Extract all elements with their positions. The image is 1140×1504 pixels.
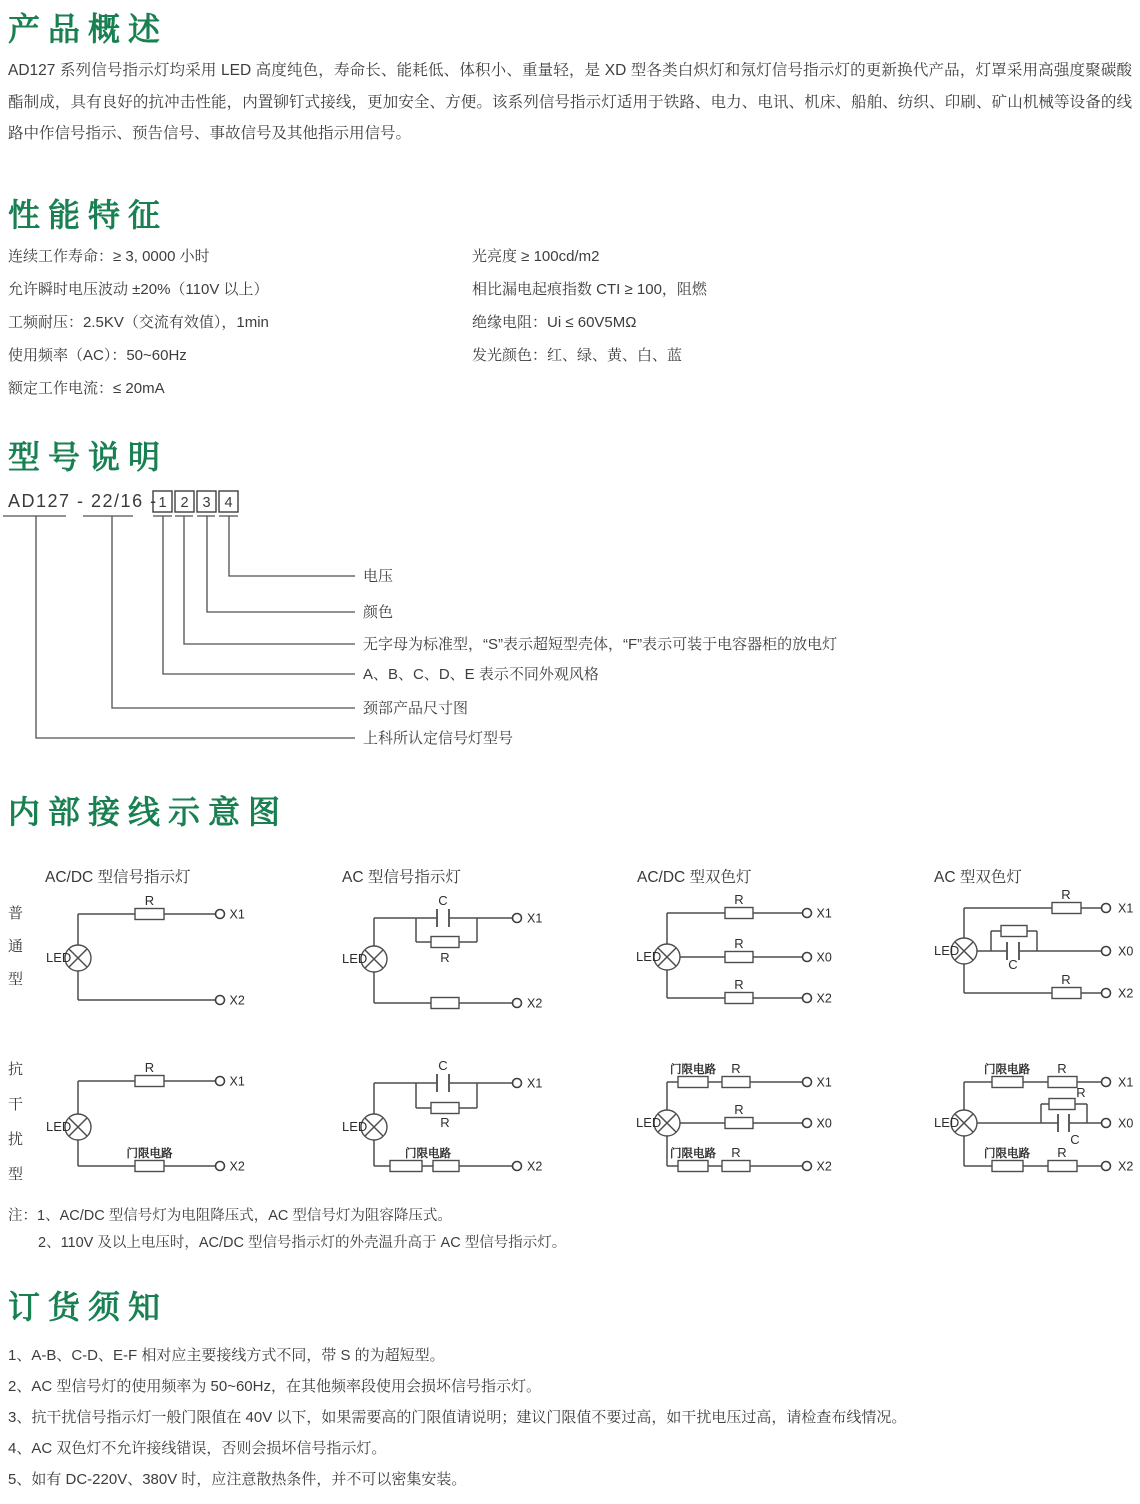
terminal-x0-label: X0 xyxy=(816,1116,832,1131)
resistor-label: R xyxy=(440,950,450,965)
gate-circuit-label: 门限电路 xyxy=(670,1148,716,1160)
gate-circuit-label: 门限电路 xyxy=(126,1148,173,1160)
wiring-note-2: 2、110V 及以上电压时，AC/DC 型信号指示灯的外壳温升高于 AC 型信号指示灯。 xyxy=(38,1235,567,1251)
digit-1: 1 xyxy=(158,495,167,511)
circuit-acdc-bicolor-normal xyxy=(636,892,832,1006)
diagram-title-acdc-bicolor: AC/DC 型双色灯 xyxy=(637,869,752,886)
model-code-diagram xyxy=(0,485,1140,760)
led-label: LED xyxy=(46,950,72,965)
resistor-label: R xyxy=(1057,1145,1067,1160)
overview-heading: 产品概述 xyxy=(8,11,169,47)
spec-item: 允许瞬时电压波动 ±20%（110V 以上） xyxy=(8,281,269,298)
led-label: LED xyxy=(636,1115,662,1130)
resistor-label: R xyxy=(440,1115,450,1130)
circuit-ac-bicolor-normal xyxy=(934,887,1133,1001)
resistor-label: R xyxy=(1061,972,1071,987)
resistor-label: R xyxy=(731,1061,741,1076)
diagram-title-ac-indicator: AC 型信号指示灯 xyxy=(342,869,461,886)
terminal-x2-label: X2 xyxy=(527,1159,543,1174)
led-label: LED xyxy=(46,1119,72,1134)
resistor-label: R xyxy=(731,1145,741,1160)
ordering-item: 3、抗干扰信号指示灯一般门限值在 40V 以下，如果需要高的门限值请说明；建议门限值不要过高，如干扰电压过高，请检查布线情况。 xyxy=(8,1409,907,1426)
callout-color: 颜色 xyxy=(363,604,394,621)
capacitor-label: C xyxy=(1008,957,1018,972)
row-label-normal: 普通型 xyxy=(7,905,23,988)
wiring-note-1: 注：1、AC/DC 型信号灯为电阻降压式，AC 型信号灯为阻容降压式。 xyxy=(8,1208,452,1224)
resistor-label: R xyxy=(1061,887,1071,902)
spec-item: 连续工作寿命：≥ 3, 0000 小时 xyxy=(8,248,210,265)
circuit-ac-bicolor-anti xyxy=(934,1061,1133,1174)
circuit-acdc-indicator-normal xyxy=(46,893,245,1008)
callout-model-name: 上科所认定信号灯型号 xyxy=(363,730,514,747)
resistor-label: R xyxy=(734,936,744,951)
resistor-label: R xyxy=(144,893,155,908)
capacitor-label: C xyxy=(1070,1132,1080,1147)
spec-item: 工频耐压：2.5KV（交流有效值），1min xyxy=(8,314,269,331)
led-label: LED xyxy=(342,951,368,966)
terminal-x1-label: X1 xyxy=(816,906,832,921)
wiring-diagrams xyxy=(0,855,1140,1187)
circuit-acdc-indicator-anti xyxy=(46,1060,245,1174)
ordering-item: 2、AC 型信号灯的使用频率为 50~60Hz，在其他频率段使用会损坏信号指示灯。 xyxy=(8,1378,541,1395)
terminal-x1-label: X1 xyxy=(1118,1075,1134,1090)
ordering-item: 5、如有 DC-220V、380V 时，应注意散热条件，并不可以密集安装。 xyxy=(8,1471,467,1488)
digit-4: 4 xyxy=(224,495,233,511)
model-heading: 型号说明 xyxy=(8,439,169,475)
spec-item: 光亮度 ≥ 100cd/m2 xyxy=(472,248,600,265)
features-right-column xyxy=(472,240,707,372)
circuit-ac-indicator-anti xyxy=(342,1058,542,1174)
features-heading: 性能特征 xyxy=(8,197,169,233)
spec-item: 使用频率（AC）：50~60Hz xyxy=(8,347,187,364)
led-label: LED xyxy=(342,1119,368,1134)
spec-item: 发光颜色：红、绿、黄、白、蓝 xyxy=(472,347,683,364)
terminal-x0-label: X0 xyxy=(816,950,832,965)
ordering-item: 4、AC 双色灯不允许接线错误，否则会损坏信号指示灯。 xyxy=(8,1440,387,1457)
led-label: LED xyxy=(934,943,960,958)
ordering-item: 1、A-B、C-D、E-F 相对应主要接线方式不同，带 S 的为超短型。 xyxy=(8,1347,445,1364)
resistor-label: R xyxy=(1057,1061,1067,1076)
capacitor-label: C xyxy=(438,893,448,908)
gate-circuit-label: 门限电路 xyxy=(670,1064,716,1076)
terminal-x1-label: X1 xyxy=(816,1075,832,1090)
terminal-x1-label: X1 xyxy=(229,907,245,922)
terminal-x0-label: X0 xyxy=(1118,1116,1134,1131)
terminal-x1-label: X1 xyxy=(527,911,543,926)
model-code: AD127 - 22/16 - xyxy=(8,491,158,511)
digit-3: 3 xyxy=(202,495,211,511)
wiring-heading: 内部接线示意图 xyxy=(8,794,289,830)
resistor-label: R xyxy=(734,1102,744,1117)
resistor-label: R xyxy=(734,977,744,992)
led-label: LED xyxy=(636,949,662,964)
model-digit-boxes xyxy=(153,491,238,512)
gate-circuit-label: 门限电路 xyxy=(984,1148,1030,1160)
spec-item: 绝缘电阻：Ui ≤ 60V5MΩ xyxy=(472,314,637,331)
terminal-x2-label: X2 xyxy=(229,1159,245,1174)
ordering-heading: 订货须知 xyxy=(8,1289,169,1325)
circuit-ac-indicator-normal xyxy=(342,893,542,1011)
resistor-label: R xyxy=(1076,1085,1086,1100)
resistor-label: R xyxy=(734,892,744,907)
overview-paragraph: AD127 系列信号指示灯均采用 LED 高度纯色，寿命长、能耗低、体积小、重量轻，是 XD 型各类白炽灯和氖灯信号指示灯的更新换代产品，灯罩采用高强度聚碳酸酯制成，具有良好的抗冲击性能，内置铆钉式接线，更加安全、方便。该系列信号指示灯适用于铁路、电力、电讯、机床、船舶、纺织、印刷、矿山机械等设备的线路中作信号指示、预告信号、事故信号及其他指示用信号。 xyxy=(8,62,1132,142)
model-callout-lines xyxy=(36,516,355,738)
terminal-x2-label: X2 xyxy=(816,991,832,1006)
callout-voltage: 电压 xyxy=(363,568,394,585)
row-label-anti-interference: 抗干扰型 xyxy=(7,1061,23,1183)
circuit-acdc-bicolor-anti xyxy=(636,1061,832,1174)
ordering-list xyxy=(8,1340,906,1495)
capacitor-label: C xyxy=(438,1058,448,1073)
led-label: LED xyxy=(934,1115,960,1130)
callout-style: A、B、C、D、E 表示不同外观风格 xyxy=(363,666,599,683)
terminal-x2-label: X2 xyxy=(1118,986,1134,1001)
callout-size: 颈部产品尺寸图 xyxy=(363,700,469,717)
diagram-title-ac-bicolor: AC 型双色灯 xyxy=(934,869,1022,886)
terminal-x2-label: X2 xyxy=(1118,1159,1134,1174)
features-left-column xyxy=(8,240,269,405)
terminal-x0-label: X0 xyxy=(1118,944,1134,959)
terminal-x1-label: X1 xyxy=(1118,901,1134,916)
terminal-x2-label: X2 xyxy=(816,1159,832,1174)
gate-circuit-label: 门限电路 xyxy=(405,1148,451,1160)
spec-item: 相比漏电起痕指数 CTI ≥ 100，阻燃 xyxy=(472,281,707,298)
spec-item: 额定工作电流：≤ 20mA xyxy=(8,380,165,397)
terminal-x2-label: X2 xyxy=(527,996,543,1011)
terminal-x2-label: X2 xyxy=(229,993,245,1008)
gate-circuit-label: 门限电路 xyxy=(984,1064,1030,1076)
digit-2: 2 xyxy=(180,495,189,511)
terminal-x1-label: X1 xyxy=(229,1074,245,1089)
diagram-title-acdc-indicator: AC/DC 型信号指示灯 xyxy=(45,869,191,886)
resistor-label: R xyxy=(144,1060,155,1075)
callout-shell-type: 无字母为标准型，“S”表示超短型壳体，“F”表示可装于电容器柜的放电灯 xyxy=(363,636,838,653)
terminal-x1-label: X1 xyxy=(527,1076,543,1091)
